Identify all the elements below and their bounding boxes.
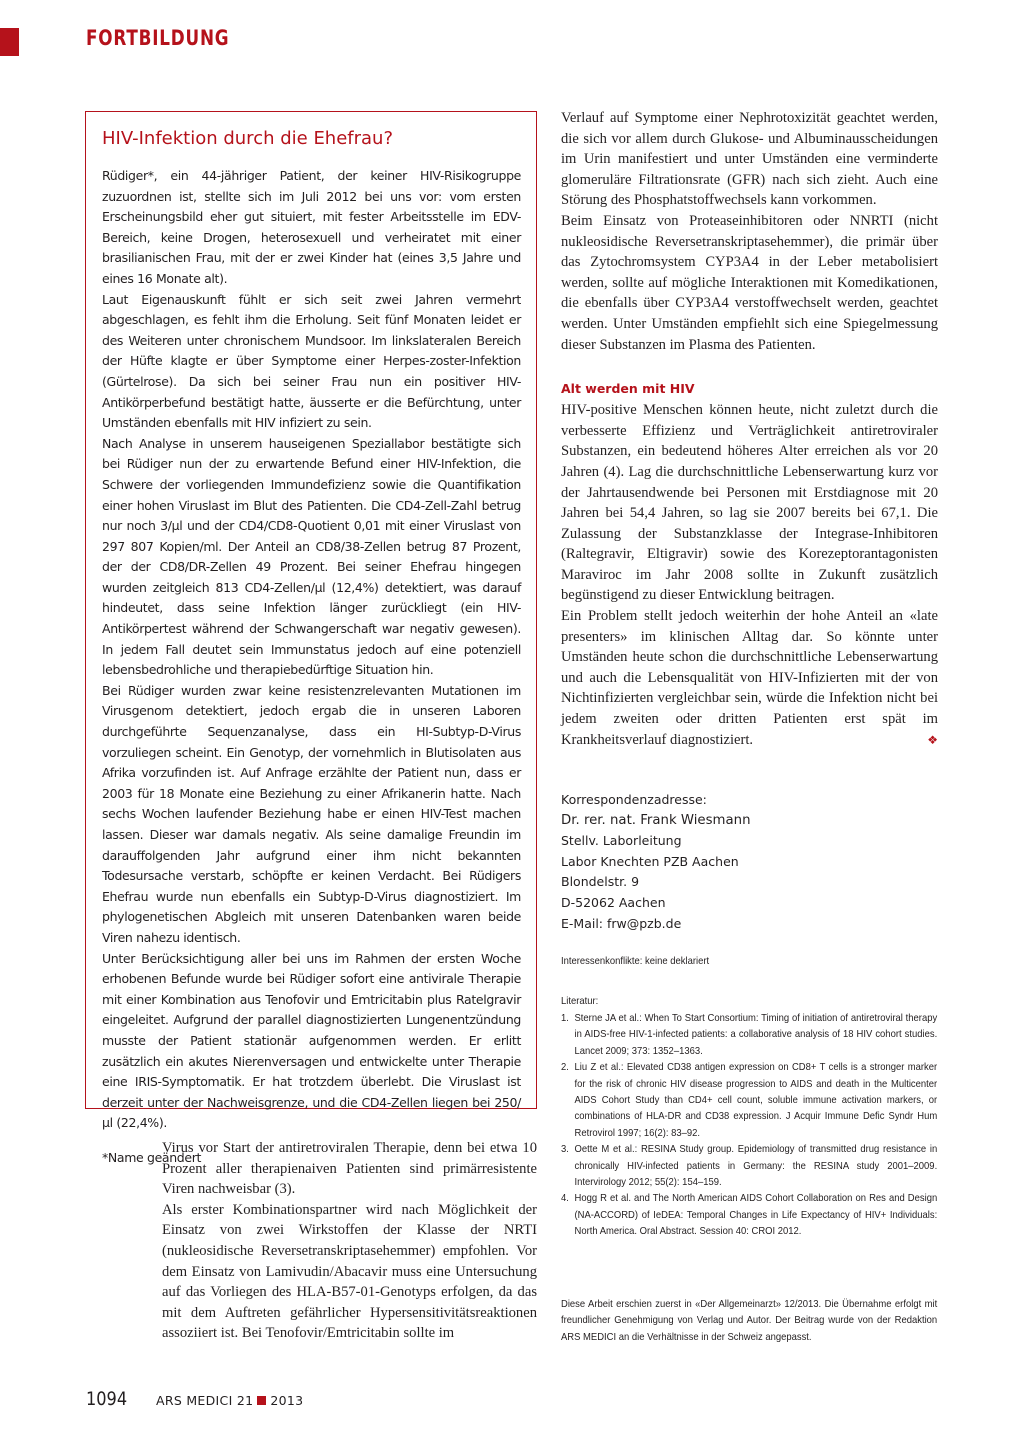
literature-label: Literatur: xyxy=(561,995,599,1007)
bottom-column xyxy=(162,1138,537,1344)
email-line: E-Mail: frw@pzb.de xyxy=(561,915,682,931)
reference-text: Oette M et al.: RESINA Study group. Epidemiology of transmitted drug resistance in chronically HIV-infected patients in Germany: the RESINA study 2001–2009. Intervirology 2012; 55(2): 154–159. xyxy=(574,1143,938,1189)
case-paragraph: Rüdiger*, ein 44-jähriger Patient, der keiner HIV-Risikogruppe zuzuordnen ist, stellte sich im Juli 2012 bei uns vor: vom ersten Erscheinungsbild eher gut situiert, mit fester Arbeitsstelle im EDV-Bereich, keine Drogen, heterosexuell und verheiratet mit einer brasilianischen Frau, mit der er zwei Kinder hat (eines 3,5 Jahre und eines 16 Monate alt). xyxy=(102,168,521,286)
case-footnote: *Name geändert xyxy=(102,1149,202,1165)
reference-text: Sterne JA et al.: When To Start Consortium: Timing of initiation of antiretroviral therapy in AIDS-free HIV-1-infected patients: a collaborative analysis of 18 HIV cohort studies. Lancet 2009; 373: 1352–1363. xyxy=(574,1012,938,1057)
publication-note: Diese Arbeit erschien zuerst in «Der Allgemeinarzt» 12/2013. Die Übernahme erfolgt mit freundlicher Genehmigung von Verlag und Autor. Der Beitrag wurde von der Redaktion ARS MEDICI an die Verhältnisse in der Schweiz angepasst. xyxy=(561,1298,938,1343)
case-paragraph: Laut Eigenauskunft fühlt er sich seit zwei Jahren vermehrt abgeschlagen, es fehlt ihm die Erholung. Seit fünf Monaten leidet er des Weiteren unter chronischem Mundsoor. Im linkslateralen Bereich der Hüfte klagte er über Symptome einer Herpes-zoster-Infektion (Gürtelrose). Da sich bei seiner Frau nun ein positiver HIV-Antikörperbefund bestätigt hatte, äusserte er die Befürchtung, unter Umständen ebenfalls mit HIV infiziert zu sein. xyxy=(102,291,521,431)
body-paragraph-text: Ein Problem stellt jedoch weiterhin der hohe Anteil an «late presenters» im klinischen Alltag dar. So könnte unter Umständen heute schon die durchschnittliche Lebenserwartung und auch die Lebensqualität von HIV-Infizierten mit der von Nichtinfizierten vergleichbar sein, würde die Infektion nicht bei jedem zweiten oder dritten Patienten erst spät im Krankheitsverlauf diagnostiziert. xyxy=(561,608,938,748)
page-footer xyxy=(86,1388,303,1412)
section-title: FORTBILDUNG xyxy=(86,26,230,50)
address-line: Stellv. Laborleitung xyxy=(561,833,682,849)
body-paragraph xyxy=(561,606,938,750)
reference-number: 2. xyxy=(561,1061,569,1074)
footer-square-icon xyxy=(257,1396,266,1405)
issue-year: 2013 xyxy=(270,1393,304,1408)
correspondence-label: Korrespondenzadresse: xyxy=(561,792,707,807)
author-name: Dr. rer. nat. Frank Wiesmann xyxy=(561,812,751,828)
case-paragraph: Nach Analyse in unserem hauseigenen Speziallabor bestätigte sich bei Rüdiger nun der zu erwartende Befund einer HIV-Infektion, die Schwere der vorliegenden Immundefizienz sowie die Quantifikation einer hohen Viruslast im Blut des Patienten. Die CD4-Zell-Zahl betrug nur noch 3/µl und der CD4/CD8-Quotient 0,01 mit einer Viruslast von 297 807 Kopien/ml. Der Anteil an CD8/38-Zellen betrug 87 Prozent, der der CD8/DR-Zellen 49 Prozent. Bei seiner Ehefrau hingegen wurden zeitgleich 813 CD4-Zellen/µl (12,4%) detektiert, was darauf hindeutet, dass seine Infektion länger zurückliegt (ein HIV-Antikörpertest während der Schwangerschaft war negativ gewesen). In jedem Fall deutet sein Immunstatus jedoch auf eine potenziell lebensbedrohliche und therapiebedürftige Situation hin. xyxy=(102,435,521,678)
reference-number: 3. xyxy=(561,1143,569,1156)
reference-number: 4. xyxy=(561,1192,569,1205)
reference-item xyxy=(561,1059,937,1141)
body-paragraph: Als erster Kombinationspartner wird nach Möglichkeit der Einsatz von zwei Wirkstoffen der Klasse der NRTI (nukleosidische Reversetranskriptasehemmer) empfohlen. Vor dem Einsatz von Lamivudin/Abacavir muss eine Untersuchung auf das Vorliegen des HLA-B57-01-Genotyps erfolgen, da das mit dem Auftreten gefährlicher Hypersensitivitätsreaktionen assoziiert ist. Bei Tenofovir/Emtricitabin sollte im xyxy=(162,1201,537,1342)
reference-list xyxy=(561,1010,937,1240)
case-paragraph: Unter Berücksichtigung aller bei uns im Rahmen der ersten Woche erhobenen Befunde wurde bei Rüdiger sofort eine antivirale Therapie mit einer Kombination aus Tenofovir und Emtricitabin plus Ratelgravir eingeleitet. Aufgrund der parallel diagnostizierten Lungenentzündung musste der Patient stationär aufgenommen werden. Er erlitt zusätzlich ein akutes Nierenversagen und entwickelte unter Therapie eine IRIS-Symptomatik. Er hat trotzdem überlebt. Die Viruslast ist derzeit unter der Nachweisgrenze, und die CD4-Zellen liegen bei 250/µl (22,4%). xyxy=(102,950,521,1131)
end-of-article-icon: ❖ xyxy=(927,732,938,747)
reference-text: Hogg R et al. and The North American AIDS Cohort Collaboration on Res and Design (NA-ACCORD) of IeDEA: Temporal Changes in Life Expectancy of HIV+ Individuals: North America. Oral Abstract. Session 40: CROI 2012. xyxy=(574,1192,938,1238)
reference-text: Liu Z et al.: Elevated CD38 antigen expression on CD8+ T cells is a stronger marker for the risk of chronic HIV disease progression to AIDS and death in the Multicenter AIDS Cohort Study than CD4+ cell count, soluble immune activation markers, or combinations of HLA-DR and CD38 expression. J Acquir Immune Defic Syndr Hum Retrovirol 1997; 16(2): 83–92. xyxy=(574,1061,938,1139)
reference-item xyxy=(561,1190,937,1239)
address-line: D-52062 Aachen xyxy=(561,894,666,910)
body-paragraph: Verlauf auf Symptome einer Nephrotoxizität geachtet werden, die sich vor allem durch Glukose- und Albuminausscheidungen im Urin manifestiert und unter Umständen eine verminderte glomeruläre Filtrationsrate (GFR) nach sich zieht. Auch eine Störung des Phosphatstoffwechsels kann vorkommen. xyxy=(561,110,938,209)
conflict-of-interest: Interessenkonflikte: keine deklariert xyxy=(561,955,710,967)
reference-item xyxy=(561,1010,937,1059)
address-line: Labor Knechten PZB Aachen xyxy=(561,853,739,869)
case-study-box xyxy=(85,111,537,1165)
case-box-title: HIV-Infektion durch die Ehefrau? xyxy=(102,128,394,149)
subheading: Alt werden mit HIV xyxy=(561,381,695,397)
correspondence-block xyxy=(561,790,938,934)
body-paragraph: Virus vor Start der antiretroviralen Therapie, denn bei etwa 10 Prozent aller therapienaiven Patienten sind primärresistente Viren nachweisbar (3). xyxy=(162,1140,537,1198)
journal-name: ARS MEDICI 21 xyxy=(156,1393,254,1408)
page-number: 1094 xyxy=(86,1388,128,1410)
reference-item xyxy=(561,1141,937,1190)
address-line: Blondelstr. 9 xyxy=(561,874,640,890)
body-paragraph: HIV-positive Menschen können heute, nicht zuletzt durch die verbesserte Effizienz und Verträglichkeit antiretroviraler Substanzen, ein bedeutend höheres Alter erreichen als vor 20 Jahren (4). Lag die durchschnittliche Lebenserwartung kurz vor der Jahrtausendwende bei Personen mit Erstdiagnose mit 20 Jahren bei 54,4 Jahren, so lag sie 2007 bereits bei 67,1. Die Zulassung der Substanzklasse der Integrase-Inhibitoren (Raltegravir, Eltigravir) sowie des Korezeptorantagonisten Maraviroc im Jahr 2008 sollte in Zukunft zusätzlich begünstigend zu dieser Entwicklung beitragen. xyxy=(561,402,938,604)
case-paragraph: Bei Rüdiger wurden zwar keine resistenzrelevanten Mutationen im Virusgenom detektiert, jedoch ergab die in unseren Laboren durchgeführte Sequenzanalyse, dass ein HI-Subtyp-D-Virus vorzuliegen scheint. Ein Genotyp, der vornehmlich in Blutisolaten aus Afrika vorzufinden ist. Auf Anfrage erzählte der Patient nun, dass er 2003 für 18 Monate eine Beziehung zu einer Afrikanerin hatte. Nach sechs Wochen laufender Beziehung habe er einen HIV-Test machen lassen. Dieser war damals negativ. Als seine damalige Freundin im darauffolgenden Jahr aufgrund einer ihm nicht bekannten Todesursache verstarb, schöpfte er keinen Verdacht. Bei Rüdigers Ehefrau wurde nun ebenfalls ein Subtyp-D-Virus diagnostiziert. Im phylogenetischen Abgleich mit unseren Datenbanken waren beide Viren nahezu identisch. xyxy=(102,682,521,945)
body-paragraph: Beim Einsatz von Proteaseinhibitoren oder NNRTI (nicht nukleosidische Reversetranskriptasehemmer), die primär über das Zytochromsystem CYP3A4 in der Leber metabolisiert werden, sollte auf mögliche Interaktionen mit Komedikationen, die ebenfalls über CYP3A4 verstoffwechselt werden, geachtet werden. Unter Umständen empfiehlt sich eine Spiegelmessung dieser Substanzen im Plasma des Patienten. xyxy=(561,212,938,353)
right-column xyxy=(561,108,938,750)
reference-number: 1. xyxy=(561,1012,569,1024)
header-accent-bar xyxy=(0,28,19,56)
